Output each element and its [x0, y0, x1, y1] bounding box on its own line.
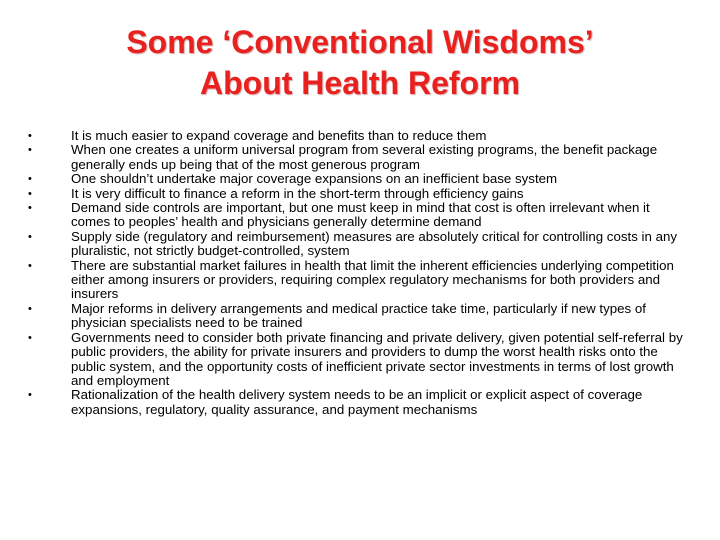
bullet-item	[28, 388, 688, 417]
bullet-icon: •	[28, 130, 32, 142]
bullet-item	[28, 143, 688, 172]
bullet-item	[28, 302, 688, 331]
bullet-text: It is much easier to expand coverage and benefits than to reduce them	[71, 128, 487, 143]
bullet-icon: •	[28, 144, 32, 157]
title-line-2: About Health Reform	[200, 65, 520, 101]
bullet-text: It is very difficult to finance a reform in the short-term through efficiency gains	[71, 185, 524, 201]
bullet-text: Major reforms in delivery arrangements and medical practice take time, particularly if new types of physician specialists need to be trained	[71, 300, 646, 331]
bullet-text: When one creates a uniform universal program from several existing programs, the benefit package generally ends up being that of the most generous program	[71, 142, 658, 172]
bullet-icon: •	[28, 173, 32, 186]
slide-title	[60, 22, 660, 104]
bullet-icon: •	[28, 331, 32, 344]
bullet-text: There are substantial market failures in health that limit the inherent efficiencies underlying competition either among insurers or providers, requiring complex regulatory mechanisms for both providers and insurers	[71, 257, 674, 302]
bullet-item	[28, 187, 688, 201]
bullet-icon: •	[28, 302, 32, 315]
bullet-icon: •	[28, 187, 32, 200]
bullet-item	[28, 230, 688, 259]
bullet-item	[28, 129, 688, 143]
bullet-text: Rationalization of the health delivery system needs to be an implicit or explicit aspect of coverage expansions, regulatory, quality assurance, and payment mechanisms	[71, 387, 643, 417]
bullet-text: One shouldn’t undertake major coverage expansions on an inefficient base system	[71, 171, 558, 187]
bullet-icon: •	[28, 230, 32, 243]
title-line-1: Some ‘Conventional Wisdoms’	[126, 24, 594, 60]
bullet-icon: •	[28, 259, 32, 272]
bullet-icon: •	[28, 202, 32, 215]
bullet-text: Governments need to consider both private financing and private delivery, given potential self-referral by public providers, the ability for private insurers and providers to dump the worst health risks onto the public system, and the opportunity costs of inefficient private sector investments in terms of lost growth and employment	[71, 329, 683, 388]
bullet-list	[28, 129, 688, 417]
bullet-item	[28, 259, 688, 302]
bullet-text: Supply side (regulatory and reimbursement) measures are absolutely critical for controlling costs in any pluralistic, not strictly budget-controlled, system	[71, 228, 678, 259]
bullet-icon: •	[28, 389, 32, 402]
bullet-item	[28, 172, 688, 186]
bullet-item	[28, 331, 688, 389]
bullet-text: Demand side controls are important, but one must keep in mind that cost is often irrelevant when it comes to peoples’ health and physicians generally determine demand	[71, 200, 650, 230]
bullet-item	[28, 201, 688, 230]
